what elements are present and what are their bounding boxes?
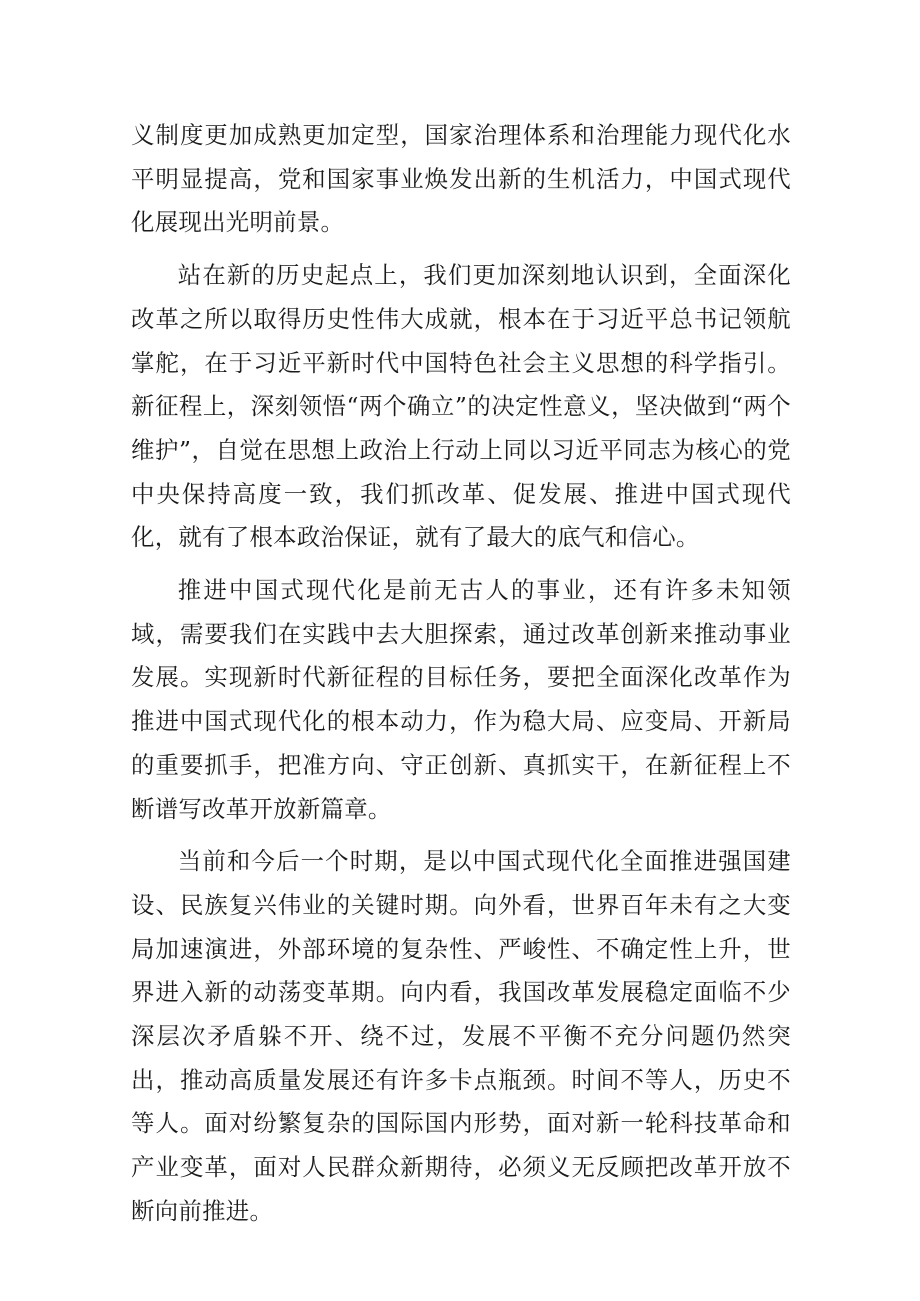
paragraph-historical-starting-point: 站在新的历史起点上，我们更加深刻地认识到，全面深化改革之所以取得历史性伟大成就，根本在于习近平总书记领航掌舵，在于习近平新时代中国特色社会主义思想的科学指引。新征程上，深刻领悟“两个确立”的决定性意义，坚决做到“两个维护”，自觉在思想上政治上行动上同以习近平同志为核心的党中央保持高度一致，我们抓改革、促发展、推进中国式现代化，就有了根本政治保证，就有了最大的底气和信心。 <box>131 261 791 552</box>
paragraph-continuation: 义制度更加成熟更加定型，国家治理体系和治理能力现代化水平明显提高，党和国家事业焕发出新的生机活力，中国式现代化展现出光明前景。 <box>131 121 791 237</box>
document-page <box>131 114 791 1243</box>
paragraph-chinese-modernization: 推进中国式现代化是前无古人的事业，还有许多未知领域，需要我们在实践中去大胆探索，通过改革创新来推动事业发展。实现新时代新征程的目标任务，要把全面深化改革作为推进中国式现代化的根本动力，作为稳大局、应变局、开新局的重要抓手，把准方向、守正创新、真抓实干，在新征程上不断谱写改革开放新篇章。 <box>131 576 791 823</box>
paragraph-current-period: 当前和今后一个时期，是以中国式现代化全面推进强国建设、民族复兴伟业的关键时期。向外看，世界百年未有之大变局加速演进，外部环境的复杂性、严峻性、不确定性上升，世界进入新的动荡变革期。向内看，我国改革发展稳定面临不少深层次矛盾躲不开、绕不过，发展不平衡不充分问题仍然突出，推动高质量发展还有许多卡点瓶颈。时间不等人，历史不等人。面对纷繁复杂的国际国内形势，面对新一轮科技革命和产业变革，面对人民群众新期待，必须义无反顾把改革开放不断向前推进。 <box>131 847 791 1225</box>
